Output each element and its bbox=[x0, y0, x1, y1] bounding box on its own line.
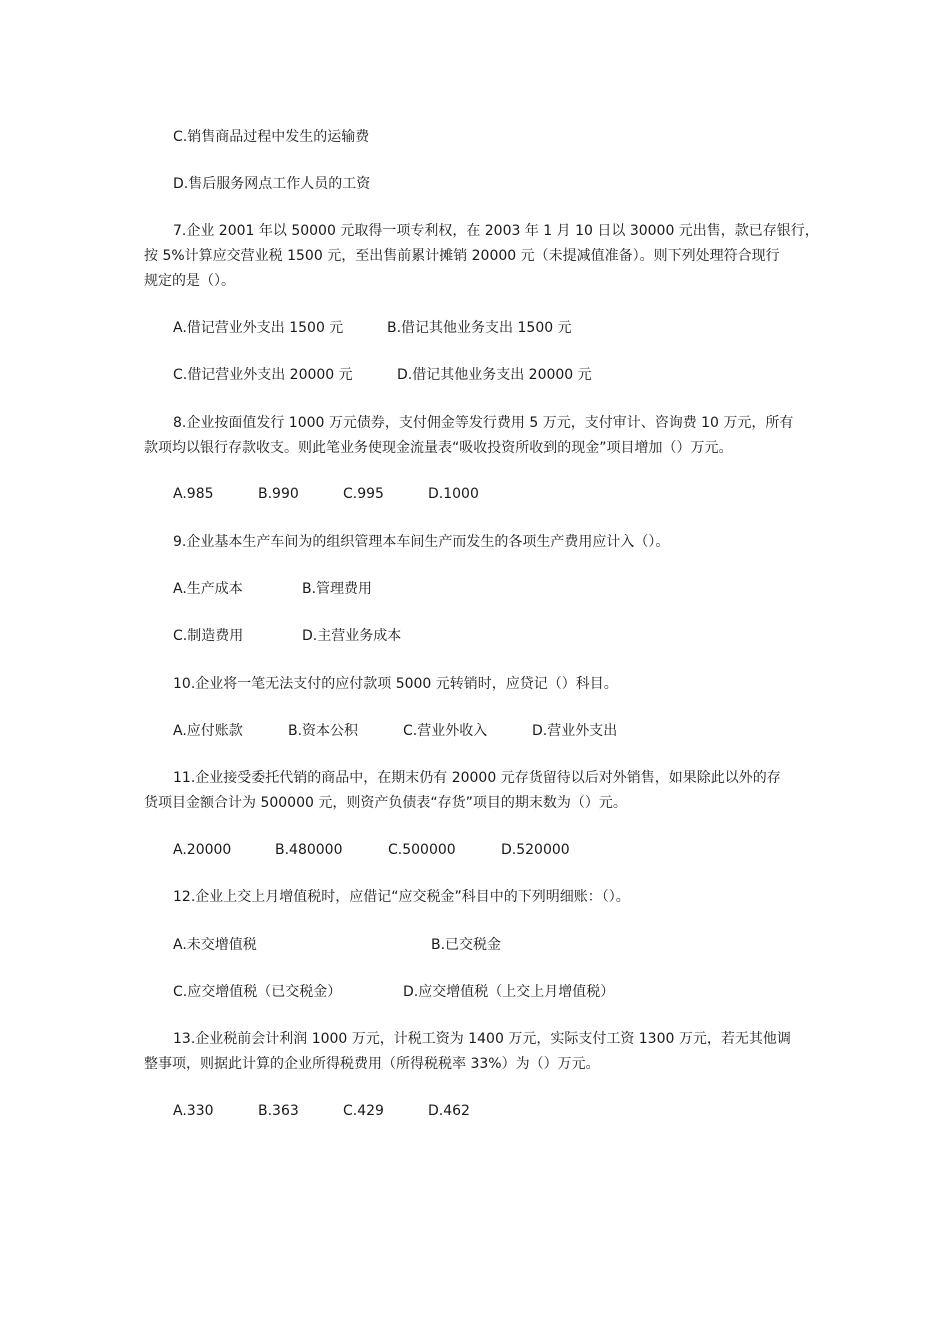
q10-option-c: C.营业外收入 bbox=[403, 723, 488, 739]
q13-text-line-1: 13.企业税前会计利润 1000 万元，计税工资为 1400 万元，实际支付工资 1300 万元，若无其他调 bbox=[173, 1031, 791, 1047]
q9-text: 9.企业基本生产车间为的组织管理本车间生产而发生的各项生产费用应计入（）。 bbox=[173, 534, 670, 550]
q8-option-d: D.1000 bbox=[428, 486, 479, 502]
q7-option-c: C.借记营业外支出 20000 元 bbox=[173, 367, 353, 383]
q7-option-d: D.借记其他业务支出 20000 元 bbox=[397, 367, 592, 383]
q9-option-d: D.主营业务成本 bbox=[302, 628, 402, 644]
q13-option-b: B.363 bbox=[258, 1103, 299, 1119]
q7-text-line-2: 按 5%计算应交营业税 1500 元，至出售前累计摊销 20000 元（未提减值准备）。则下列处理符合现行 bbox=[144, 248, 780, 264]
q12-text: 12.企业上交上月增值税时，应借记“应交税金”科目中的下列明细账：（）。 bbox=[173, 889, 630, 905]
q7-text-line-3: 规定的是（）。 bbox=[144, 273, 235, 289]
q6-option-c: C.销售商品过程中发生的运输费 bbox=[173, 129, 370, 145]
q10-option-b: B.资本公积 bbox=[288, 723, 359, 739]
q9-option-b: B.管理费用 bbox=[302, 581, 373, 597]
q7-option-b: B.借记其他业务支出 1500 元 bbox=[387, 320, 572, 336]
q8-text-line-2: 款项均以银行存款收支。则此笔业务使现金流量表“吸收投资所收到的现金”项目增加（）万元。 bbox=[144, 440, 733, 456]
q10-option-a: A.应付账款 bbox=[173, 723, 243, 739]
q12-option-c: C.应交增值税（已交税金） bbox=[173, 984, 342, 1000]
q11-option-d: D.520000 bbox=[501, 842, 570, 858]
q13-text-line-2: 整事项，则据此计算的企业所得税费用（所得税税率 33%）为（）万元。 bbox=[144, 1056, 600, 1072]
q11-text-line-1: 11.企业接受委托代销的商品中，在期末仍有 20000 元存货留待以后对外销售，如果除此以外的存 bbox=[173, 770, 781, 786]
q10-text: 10.企业将一笔无法支付的应付款项 5000 元转销时，应贷记（）科目。 bbox=[173, 676, 618, 692]
q10-option-d: D.营业外支出 bbox=[532, 723, 618, 739]
q11-option-c: C.500000 bbox=[388, 842, 456, 858]
q6-option-d: D.售后服务网点工作人员的工资 bbox=[173, 176, 371, 192]
q12-option-a: A.未交增值税 bbox=[173, 937, 257, 953]
q12-option-b: B.已交税金 bbox=[431, 937, 502, 953]
q13-option-c: C.429 bbox=[343, 1103, 384, 1119]
q8-option-b: B.990 bbox=[258, 486, 299, 502]
q11-option-a: A.20000 bbox=[173, 842, 232, 858]
q9-option-c: C.制造费用 bbox=[173, 628, 244, 644]
q7-text-line-1: 7.企业 2001 年以 50000 元取得一项专利权，在 2003 年 1 月 10 日以 30000 元出售，款已存银行， bbox=[173, 223, 819, 239]
q8-option-a: A.985 bbox=[173, 486, 214, 502]
q8-text-line-1: 8.企业按面值发行 1000 万元债券，支付佣金等发行费用 5 万元，支付审计、咨询费 10 万元，所有 bbox=[173, 415, 794, 431]
q9-option-a: A.生产成本 bbox=[173, 581, 243, 597]
q8-option-c: C.995 bbox=[343, 486, 384, 502]
q11-text-line-2: 货项目金额合计为 500000 元，则资产负债表“存货”项目的期末数为（）元。 bbox=[144, 795, 627, 811]
q7-option-a: A.借记营业外支出 1500 元 bbox=[173, 320, 344, 336]
q12-option-d: D.应交增值税（上交上月增值税） bbox=[403, 984, 615, 1000]
q11-option-b: B.480000 bbox=[275, 842, 343, 858]
q13-option-a: A.330 bbox=[173, 1103, 214, 1119]
q13-option-d: D.462 bbox=[428, 1103, 470, 1119]
